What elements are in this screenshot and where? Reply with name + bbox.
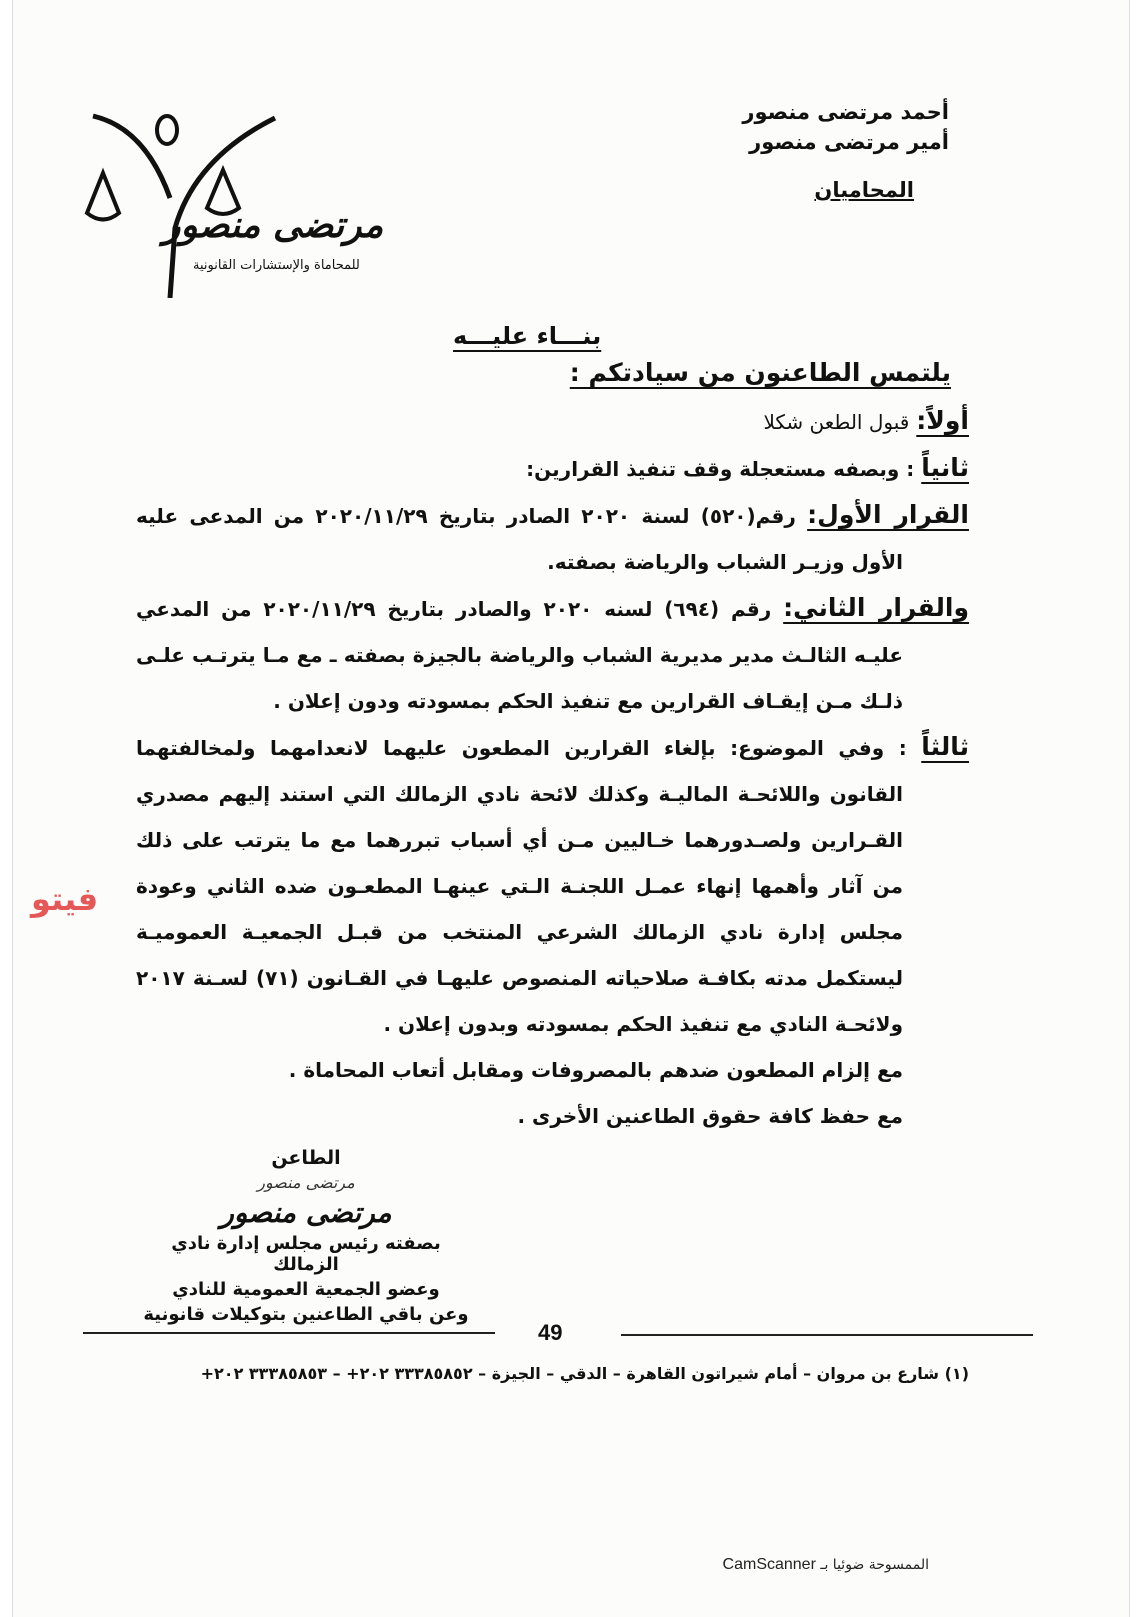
third-line: أسباب تبررهما مع ما يترتب على ذلك من آثار وأهمها إنهاء عمـل اللجنـة الـتي عينهـا المطعـون (136, 828, 903, 898)
third-line: ليستكمل مدته بكافـة صلاحياته المنصوص عليهـا في القـانون (٧١) لسـنة ٢٠١٧ ولائحـة (136, 966, 903, 1036)
logo-name: مرتضى منصور (163, 205, 384, 246)
third-paragraph (136, 724, 969, 1047)
handwritten-signature: مرتضى منصور (257, 1173, 355, 1192)
second-request (136, 445, 969, 492)
signatory-name: مرتضى منصور (220, 1196, 392, 1229)
scanner-prefix: الممسوحة ضوئيا بـ (820, 1557, 929, 1573)
decision2-paragraph (136, 585, 969, 724)
signatory-title: بصفته رئيس مجلس إدارة نادي الزمالك (171, 1233, 441, 1275)
request-heading: يلتمس الطاعنون من سيادتكم : (569, 358, 951, 387)
lawyer-name: أمير مرتضى منصور (749, 130, 949, 154)
third-line: ضده الثاني وعودة مجلس إدارة نادي الزمالك الشرعي المنتخب من قبـل الجمعيـة العموميـة (136, 874, 903, 944)
decision1-paragraph (136, 492, 969, 585)
decision1-line: الشباب والرياضة بصفته. (547, 550, 787, 574)
first-label: أولاً: (916, 406, 969, 435)
decision2-line: مدير مديرية الشباب والرياضة بالجيزة بصفته ـ مع مـا يترتـب علـى ذلـك مـن إيقـاف (136, 643, 903, 713)
second-label: ثانياً (921, 453, 969, 482)
third-line: النادي مع تنفيذ الحكم بمسودته وبدون إعلان . (383, 1012, 828, 1036)
signatory-title: وعن باقي الطاعنين بتوكيلات قانونية (143, 1304, 469, 1325)
lawyer-name: أحمد مرتضى منصور (742, 100, 949, 124)
third-line: : وفي الموضوع: بإلغاء القرارين المطعون عليهما لانعدامهما ولمخالفتهما القانون واللائحـة الماليـة (136, 736, 907, 806)
rights-line: مع حفظ كافة حقوق الطاعنين الأخرى . (517, 1104, 903, 1128)
document-page (12, 0, 1130, 1617)
decision2-line: القرارين مع تنفيذ الحكم بمسودته ودون إعلان . (273, 689, 736, 713)
footer-address: (١) شارع بن مروان – أمام شيراتون القاهرة – الدقي – الجيزة – ٣٣٣٨٥٨٥٢ ٢٠٢+ – ٣٣٣٨٥٨٥٣ ٢٠٢+ (200, 1364, 969, 1383)
decision1-label: القرار الأول: (807, 500, 969, 529)
signatory-title: وعضو الجمعية العمومية للنادي (172, 1279, 440, 1300)
header-title: المحاميان (814, 178, 914, 202)
third-line: وكذلك لائحة نادي الزمالك التي استند إليهم مصدري القـرارين ولصـدورهما خـاليين مـن أي (136, 782, 904, 852)
decision1-line: رقم(٥٢٠) لسنة ٢٠٢٠ الصادر بتاريخ ٢٠٢٠/١١/٢٩ من المدعى عليه الأول وزيـر (136, 504, 903, 574)
watermark: فيتو (31, 880, 99, 918)
decision2-line: رقم (٦٩٤) لسنه ٢٠٢٠ والصادر بتاريخ ٢٠٢٠/١١/٢٩ من المدعي عليـه الثالـث (136, 597, 903, 667)
signature-label: الطاعن (271, 1147, 341, 1169)
logo-subtitle: للمحاماة والإستشارات القانونية (193, 258, 360, 273)
document-body (136, 398, 969, 1329)
scanner-credit (723, 1556, 929, 1574)
third-label: ثالثاً (921, 732, 970, 761)
footer-divider (621, 1334, 1033, 1336)
costs-line: مع إلزام المطعون ضدهم بالمصروفات ومقابل أتعاب المحاماة . (288, 1058, 903, 1082)
first-request (136, 398, 969, 445)
first-text: قبول الطعن شكلا (763, 410, 910, 434)
scanner-app: CamScanner (722, 1556, 816, 1573)
page-number: 49 (538, 1320, 563, 1345)
second-text: : وبصفه مستعجلة وقف تنفيذ القرارين: (526, 457, 915, 481)
signature-block (136, 1147, 476, 1325)
section-heading: بنـــاء عليـــه (453, 322, 602, 350)
decision2-label: والقرار الثاني: (783, 593, 969, 622)
footer-divider (83, 1332, 495, 1334)
